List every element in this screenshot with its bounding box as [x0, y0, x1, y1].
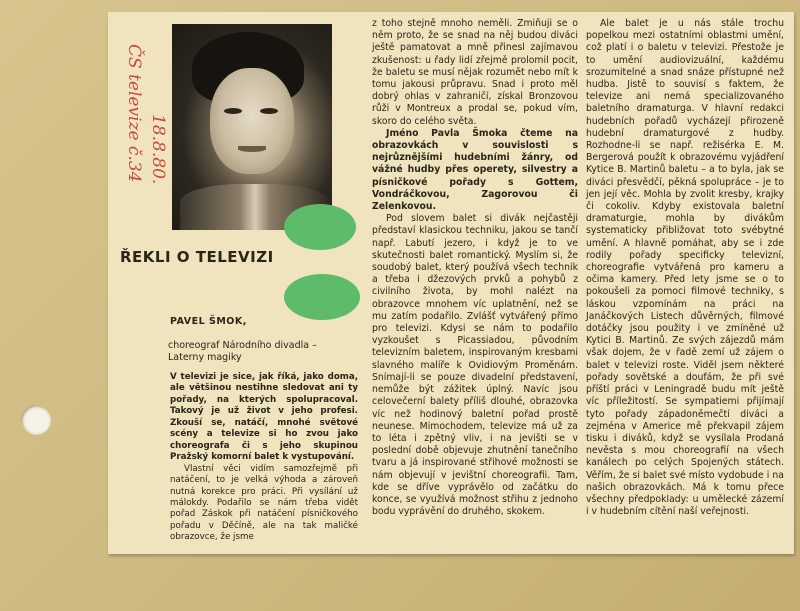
column-2 — [372, 18, 578, 518]
paragraph: Pod slovem balet si divák nejčastěji představí klasickou techniku, jakou se tančí např. Labutí jezero, i když je to ve skutečnosti balet romantický. Myslím si, že soudobý balet, který používá všech technik a třeba i džezových prvků a pohybů z civilního života, by mohl nalézt na obrazovce mnohem víc uplatnění, než se mu zatím podařilo. Zvlášť vytvářený přímo pro televizi. Kdysi se nám to podařilo vyzkoušet s Picassiadou, původním televizním baletem, inspirovaným kresbami slavného malíře k Ovidiovým Proměnám. Snímají-li se pouze divadelní představení, nemůže být zážitek úplný. Navíc jsou celovečerní balety příliš dlouhé, obrazovka víc než hodinový baletní pořad prostě neunese. Mimochodem, televize má už za to léta i zpětný vliv, i na jevišti se v poslední době objevuje zhutnění tanečního tvaru a já inspirované střihové možnosti se nám objevují v jevištní choreografii. Tam, kde se dříve vyprávělo od začátku do konce, se využívá možnost střihu z jednoho bodu vyprávění do druhého, skokem. — [372, 213, 578, 518]
article-headline: ŘEKLI O TELEVIZI — [120, 248, 274, 266]
portrait-photo — [172, 24, 332, 230]
author-role: choreograf Národního divadla – Laterny magiky — [168, 340, 317, 363]
paragraph: z toho stejně mnoho neměli. Zmiňuji se o něm proto, že se snad na něj budou diváci ještě pamatovat a mně přinesl zajímavou zkušenost: u řady lidí zřejmě prolomil pocit, že baletu se musí nějak rozumět nebo mít k tomu jakousi průpravu. Snad i proto měl dobrý ohlas v zahraničí, získal Bronzovou růži v Montreux a prodal se, pokud vím, skoro do celého světa. — [372, 18, 578, 127]
paragraph: V televizi je sice, jak říká, jako doma, ale většinou nestihne sledovat ani ty pořady, na kterých spolupracoval. Takový je už život v jeho profesi. Zkouší se, natáčí, mnohé světové scény a televize si ho zvou jako choreografa či s jeho skupinou Pražský komorní balet k vystupování. — [170, 372, 358, 463]
handwritten-note — [118, 44, 168, 264]
author-name: PAVEL ŠMOK, — [170, 316, 247, 327]
paragraph: Vlastní věci vidím samozřejmě při natáčení, to je velká výhoda a zároveň nutná korekce pro práci. Při vysílání už málokdy. Podařilo se nám třeba vidět pořad Záskok při natáčení písničkového pořadu v Děčíně, ale na tak maličké obrazovce, že jsme — [170, 463, 358, 543]
newspaper-clipping — [108, 12, 794, 554]
green-decoration — [284, 274, 360, 320]
handwritten-line-1: ČS televize č.34 — [124, 44, 144, 183]
punch-hole — [21, 405, 51, 435]
paragraph: Jméno Pavla Šmoka čteme na obrazovkách v souvislosti s nejrůznějšími hudebními žánry, od vážné hudby přes operety, silvestry a písničkové pořady s Gottem, Vondráčkovou, Zagorovou či Zelenkovou. — [372, 127, 578, 213]
paragraph: Ale balet je u nás stále trochu popelkou mezi ostatními oblastmi umění, což platí i o baletu v televizi. Přestože je to umění audiovizuální, každému srozumitelné a snad snáze přístupné než hudba. Jistě to souvisí s faktem, že televize ani nemá specializovaného baletního dramaturga. V hlavní redakci hudebních pořadů vycházejí přirozeně hudební dramaturgové z hudby. Rozhodne-li se např. režisérka E. M. Bergerová použít k obrazovému vyjádření Kytice B. Martinů baletu – a to byla, jak se diváci přesvědčí, pěkná spolupráce – je to jen její věc. Mohla by zvolit kresby, krajky či cokoliv. Kdyby existovala baletní dramaturgie, mohla by divákům systematicky přibližovat toto svébytné umění. A hlavně pomáhat, aby se i zde rodily pořady specificky televizní, choreografie vytvářená pro kameru a očima kamery. Před lety jsme se o to pokoušeli za pomoci filmové techniky, s láskou vzpomínám na práci na Janáčkových Listech důvěrných, filmové dotáčky jsou použity i ve zmíněné už Kytici B. Martinů. Ze svých zájezdů mám však dojem, že v řadě zemí už zájem o balet v televizi roste. Viděl jsem některé pořady sovětské a doufám, že při své příští práci v Leningradě budu mít ještě víc příležitostí. Se sympatiemi přijímají tyto pořady západoněmečtí diváci a zejména v Americe mě překvapil zájem tisku i diváků, když se vysílala Prodaná nevěsta s mou choreografií na všech kanálech po celých Spojených státech. Věřím, že si balet své místo vydobude i na našich obrazovkách. Má k tomu přece všechny předpoklady: u umělecké zázemí i v hudebním cítění naší veřejnosti. — [586, 18, 784, 518]
handwritten-line-2: 18.8.80. — [148, 114, 168, 185]
column-1 — [170, 372, 358, 544]
green-decoration — [284, 204, 356, 250]
column-3 — [586, 18, 784, 518]
